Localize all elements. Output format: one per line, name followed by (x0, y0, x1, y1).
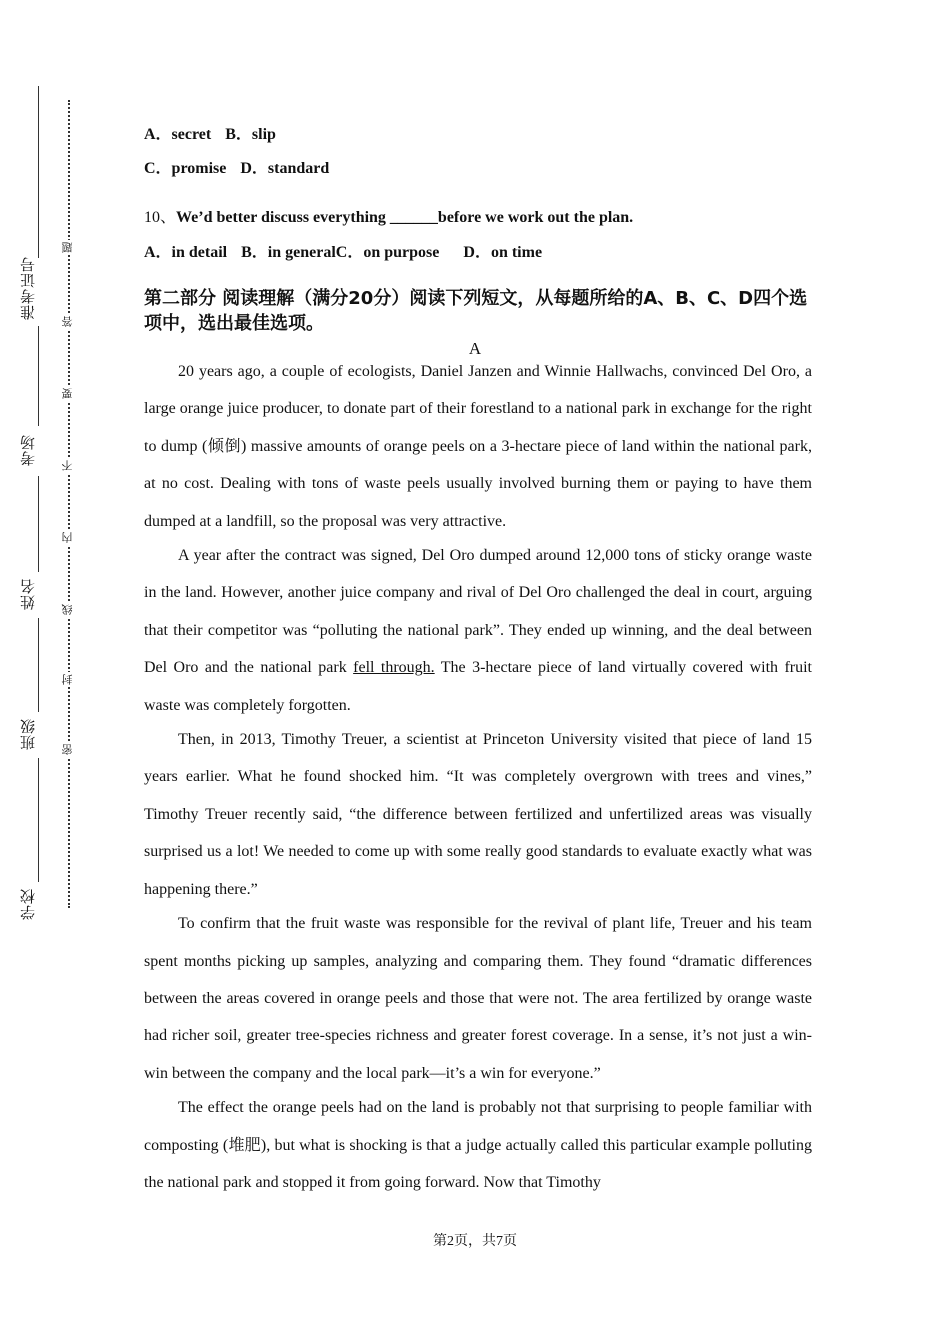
question-stem: We’d better discuss everything ______before we work out the plan. (176, 209, 634, 226)
field-class: 班级 (21, 718, 37, 750)
paragraph: Then, in 2013, Timothy Treuer, a scientist at Princeton University visited that piece of land 15 years earlier. What he found shocked him. “It was completely overgrown with trees and vines,” Timothy Treuer recently said, “the difference between fertilized and unfertilized areas was visually surprised us a lot! We needed to come up with some really good standards to evaluate exactly what was happening there.” (144, 731, 812, 898)
paragraph: The effect the orange peels had on the land is probably not that surprising to people familiar with composting (堆肥), but what is shocking is that a judge actually called this particular example polluting the national park and stopped it from going forward. Now that Timothy (144, 1099, 812, 1191)
q10-option-b: B．in general (241, 244, 336, 261)
q9-option-c: C．promise (144, 160, 227, 177)
underlined-phrase: fell through. (353, 659, 435, 677)
q9-options-row1 (144, 121, 290, 144)
field-exam-room: 考场 (21, 434, 37, 466)
seal-char: 不 (62, 460, 74, 471)
passage-title: A (468, 339, 482, 358)
q10-option-a: A．in detail (144, 244, 228, 261)
seal-char: 要 (62, 388, 74, 399)
q10-options (144, 239, 556, 262)
section-header: 第二部分 阅读理解（满分20分）阅读下列短文，从每题所给的A、B、C、D四个选项中，选出最佳选项。 (144, 288, 808, 334)
q9-option-d: D．standard (240, 160, 330, 177)
margin-line (38, 618, 39, 712)
seal-char: 密 (62, 744, 74, 755)
paragraph: 20 years ago, a couple of ecologists, Daniel Janzen and Winnie Hallwachs, convinced Del Oro, a large orange juice producer, to donate part of their forestland to a national park in exchange for the right to dump (倾倒) massive amounts of orange peels on a 3-hectare piece of land within the national park, at no cost. Dealing with tons of waste peels usually involved burning them or paying to have them dumped at a landfill, so the proposal was very attractive. (144, 363, 812, 530)
seal-char: 线 (62, 604, 74, 615)
page-footer: 第2页，共7页 (433, 1234, 517, 1249)
seal-char: 内 (62, 532, 74, 543)
margin-line (38, 476, 39, 572)
q9-option-a: A．secret (144, 126, 212, 143)
passage-body (144, 353, 812, 1198)
q9-option-b: B．slip (225, 126, 276, 143)
field-name: 姓名 (21, 578, 37, 610)
seal-char: 答 (62, 316, 74, 327)
field-school: 学校 (21, 888, 37, 920)
question-10 (144, 204, 633, 227)
seal-char: 题 (62, 242, 74, 253)
q10-option-d: D．on time (463, 244, 543, 261)
seal-char: 封 (62, 674, 74, 685)
question-number: 10、 (144, 209, 177, 226)
paragraph: A year after the contract was signed, Del Oro dumped around 12,000 tons of sticky orange waste in the land. However, another juice company and rival of Del Oro challenged the deal in court, arguing that their competitor was “polluting the national park”. They ended up winning, and the deal between Del Oro and the national park fell through. The 3-hectare piece of land virtually covered with fruit waste was completely forgotten. (144, 547, 812, 714)
seal-dotted-line (68, 100, 70, 908)
margin-line (38, 86, 39, 258)
field-exam-id: 准考证号 (21, 256, 37, 320)
q9-options-row2 (144, 155, 343, 178)
q10-option-c: C．on purpose (335, 244, 440, 261)
margin-line (38, 758, 39, 882)
paragraph: To confirm that the fruit waste was responsible for the revival of plant life, Treuer and his team spent months picking up samples, analyzing and comparing them. They found “dramatic differences between the areas covered in orange peels and those that were not. The area fertilized by orange waste had richer soil, greater tree-species richness and greater forest coverage. In a sense, it’s not just a win-win between the company and the local park—it’s a win for everyone.” (144, 915, 812, 1082)
